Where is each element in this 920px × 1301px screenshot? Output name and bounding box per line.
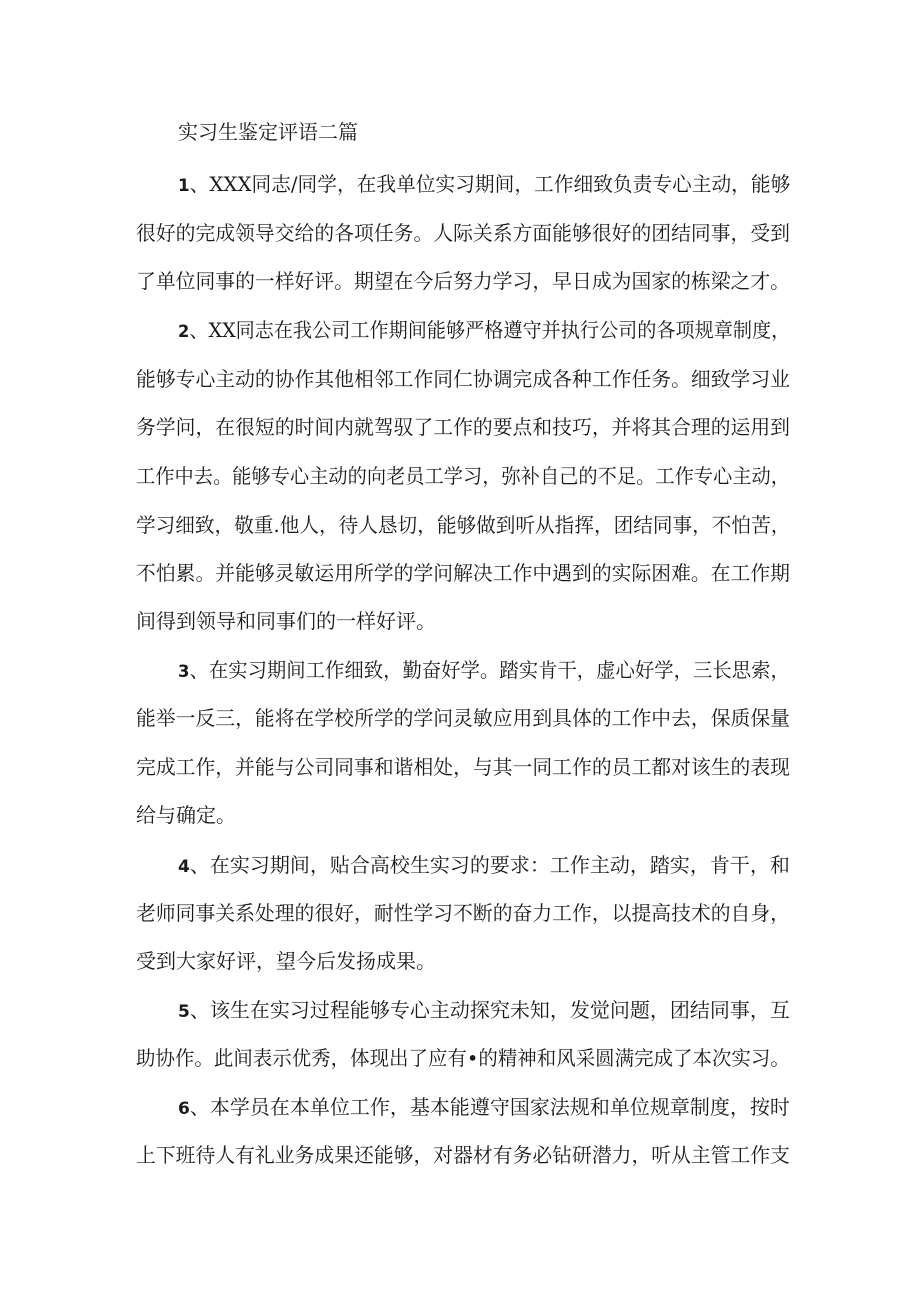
- paragraph-4-line-3: 受到大家好评，望今后发扬成果。: [136, 949, 436, 973]
- paragraph-4-line-1: 4、在实习期间，贴合高校生实习的要求：工作主动，踏实，肯干，和: [178, 853, 790, 877]
- paragraph-1-line-1: 1、XXX同志/同学，在我单位实习期间，工作细致负责专心主动，能够: [178, 172, 791, 196]
- paragraph-2-line-7: 间得到领导和同事们的一样好评。: [136, 609, 436, 633]
- paragraph-6-line-2: 上下班待人有礼业务成果还能够，对器材有务必钻研潜力，听从主管工作支: [136, 1143, 790, 1167]
- paragraph-1-line-2: 很好的完成领导交给的各项任务。人际关系方面能够很好的团结同事，受到: [136, 221, 790, 245]
- paragraph-1-line-3: 了单位同事的一样好评。期望在今后努力学习，早日成为国家的栋梁之才。: [136, 269, 790, 293]
- paragraph-2-line-3: 务学问，在很短的时间内就驾驭了工作的要点和技巧，并将其合理的运用到: [136, 415, 790, 439]
- paragraph-3-line-4: 给与确定。: [136, 803, 236, 827]
- paragraph-2-line-2: 能够专心主动的协作其他相邻工作同仁协调完成各种工作任务。细致学习业: [136, 367, 790, 391]
- paragraph-number: 4: [178, 857, 190, 877]
- paragraph-2-line-6: 不怕累。并能够灵敏运用所学的学问解决工作中遇到的实际困难。在工作期: [136, 561, 790, 585]
- paragraph-number: 2: [178, 322, 190, 342]
- paragraph-4-line-2: 老师同事关系处理的很好，耐性学习不断的奋力工作，以提高技术的自身，: [136, 901, 790, 925]
- paragraph-3-line-3: 完成工作，并能与公司同事和谐相处，与其一同工作的员工都对该生的表现: [136, 755, 790, 779]
- paragraph-2-line-4: 工作中去。能够专心主动的向老员工学习，弥补自己的不足。工作专心主动，: [136, 464, 790, 488]
- paragraph-2-line-1: 2、XX同志在我公司工作期间能够严格遵守并执行公司的各项规章制度，: [178, 318, 791, 342]
- paragraph-3-line-2: 能举一反三，能将在学校所学的学问灵敏应用到具体的工作中去，保质保量: [136, 706, 790, 730]
- paragraph-3-line-1: 3、在实习期间工作细致，勤奋好学。踏实肯干，虚心好学，三长思索，: [178, 658, 790, 682]
- paragraph-5-line-1: 5、该生在实习过程能够专心主动探究未知，发觉问题，团结同事，互: [178, 998, 790, 1022]
- paragraph-number: 1: [178, 176, 190, 196]
- paragraph-6-line-1: 6、本学员在本单位工作，基本能遵守国家法规和单位规章制度，按时: [178, 1095, 790, 1119]
- document-title: 实习生鉴定评语二篇: [178, 120, 358, 144]
- paragraph-number: 6: [178, 1099, 190, 1119]
- paragraph-2-line-5: 学习细致，敬重.他人，待人恳切，能够做到听从指挥，团结同事，不怕苦，: [136, 513, 791, 537]
- paragraph-number: 3: [178, 662, 190, 682]
- paragraph-5-line-2: 助协作。此间表示优秀，体现出了应有•的精神和风采圆满完成了本次实习。: [136, 1046, 790, 1070]
- paragraph-number: 5: [178, 1002, 190, 1022]
